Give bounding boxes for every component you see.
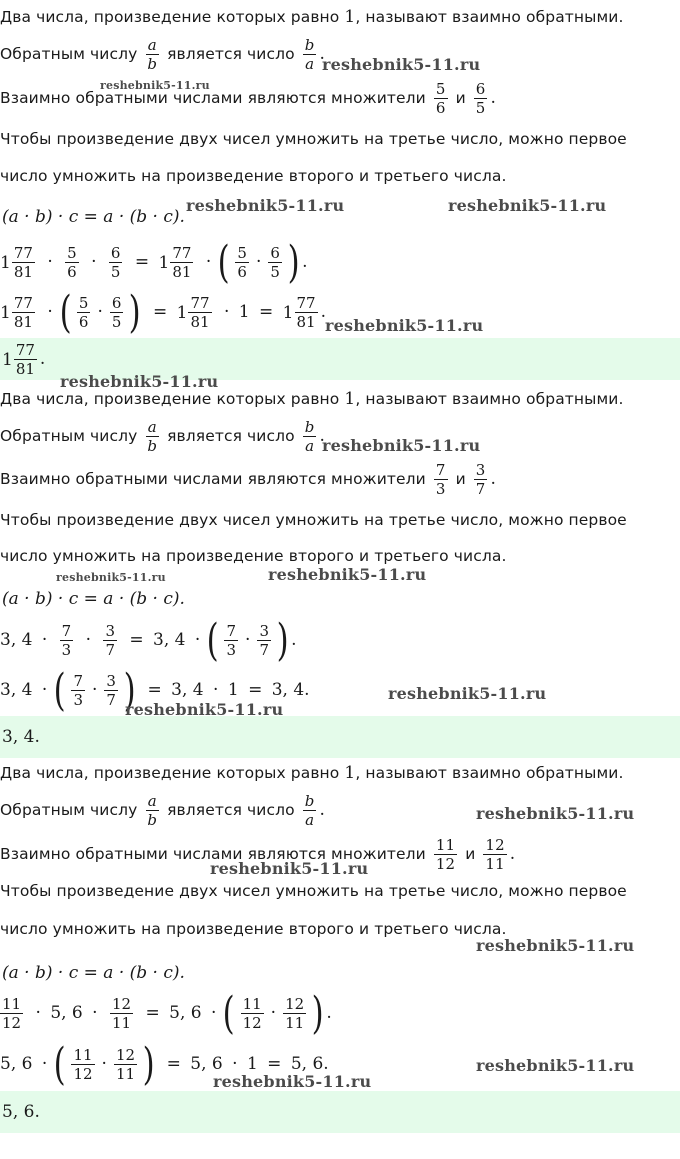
multipliers-label: Взаимно обратными числами являются множители	[0, 89, 426, 107]
denominator: 5	[110, 263, 121, 281]
fraction	[224, 622, 238, 659]
denominator: 81	[13, 313, 33, 331]
equals-sign: =	[259, 302, 274, 322]
fraction	[14, 341, 37, 378]
answer-box-3	[0, 1091, 680, 1133]
pair-fraction-2	[474, 461, 488, 498]
reciprocal-line	[0, 792, 325, 829]
period: .	[326, 1003, 332, 1023]
equals-sign: =	[129, 630, 144, 650]
denominator: 7	[475, 480, 486, 498]
denominator: a	[305, 437, 315, 455]
value: 3, 4	[171, 680, 204, 700]
equals-sign: =	[134, 252, 150, 272]
definition-line	[0, 389, 624, 409]
numerator: 6	[475, 80, 486, 98]
numerator: b	[304, 36, 315, 54]
denominator: 3	[61, 641, 72, 659]
equals-sign: =	[152, 302, 168, 322]
dot-operator: ·	[41, 1054, 48, 1074]
watermark: reshebnik5-11.ru	[100, 79, 210, 92]
one-value: 1	[238, 302, 250, 322]
denominator: 5	[270, 263, 280, 281]
numerator: 5	[67, 244, 77, 262]
pair-fraction-1	[434, 461, 448, 498]
fraction-b-over-a	[303, 418, 317, 455]
dot-operator: ·	[101, 1054, 107, 1074]
watermark: reshebnik5-11.ru	[60, 372, 219, 391]
period: .	[490, 469, 496, 489]
fraction	[268, 244, 282, 281]
definition-text-end: , называют взаимно обратными.	[355, 390, 624, 408]
equation-line-1	[0, 987, 332, 1039]
multipliers-label: Взаимно обратными числами являются множители	[0, 470, 426, 488]
dot-operator: ·	[211, 1003, 217, 1023]
denominator: a	[305, 55, 315, 73]
numerator: 6	[111, 294, 122, 312]
watermark: reshebnik5-11.ru	[210, 859, 369, 878]
left-paren: (	[53, 664, 66, 716]
mixed-number	[0, 291, 38, 335]
denominator: 12	[435, 855, 456, 873]
fraction	[71, 672, 85, 709]
equation-line-1	[0, 614, 297, 666]
and-word: и	[465, 845, 476, 863]
denominator: 5	[475, 99, 486, 117]
denominator: 81	[296, 313, 316, 331]
equals-sign: =	[166, 1054, 181, 1074]
fraction-a-over-b	[145, 792, 159, 829]
left-paren: (	[222, 987, 236, 1039]
fraction-a-over-b	[145, 36, 159, 73]
denominator: 11	[111, 1014, 132, 1032]
one-value: 1	[227, 680, 239, 700]
fraction	[65, 244, 79, 281]
rule-text-line2: число умножить на произведение второго и третьего числа.	[0, 167, 507, 185]
result-value: 5, 6.	[290, 1054, 329, 1074]
fraction-b-over-a	[303, 792, 317, 829]
fraction	[71, 1046, 94, 1083]
numerator: 77	[190, 294, 210, 312]
reciprocal-label: Обратным числу	[0, 801, 138, 819]
pair-fraction-2	[483, 836, 506, 873]
denominator: 7	[106, 691, 116, 709]
value: 3, 4	[0, 680, 33, 700]
left-paren: (	[206, 614, 219, 666]
dot-operator: ·	[205, 252, 212, 272]
reciprocal-mid-label: является число	[167, 427, 295, 445]
period: .	[291, 630, 297, 650]
watermark: reshebnik5-11.ru	[213, 1072, 372, 1091]
numerator: 5	[237, 244, 247, 262]
denominator: 11	[285, 1014, 305, 1032]
reciprocal-line	[0, 36, 325, 73]
rule-text-line1: Чтобы произведение двух чисел умножить на третье число, можно первое	[0, 882, 627, 900]
denominator: 6	[78, 313, 89, 331]
watermark: reshebnik5-11.ru	[448, 196, 607, 215]
dot-operator: ·	[194, 630, 201, 650]
dot-operator: ·	[41, 630, 48, 650]
definition-line	[0, 763, 624, 783]
period: .	[509, 844, 516, 864]
fraction	[103, 622, 117, 659]
mixed-number	[2, 339, 40, 381]
watermark: reshebnik5-11.ru	[388, 684, 547, 703]
fraction	[109, 244, 123, 281]
value: 3, 4	[0, 630, 33, 650]
numerator: a	[147, 418, 157, 436]
right-paren: )	[287, 236, 300, 288]
numerator: 6	[110, 244, 121, 262]
denominator: 5	[111, 313, 122, 331]
denominator: 3	[435, 480, 446, 498]
watermark: reshebnik5-11.ru	[56, 571, 166, 584]
denominator: 6	[435, 99, 446, 117]
denominator: 12	[242, 1014, 262, 1032]
period: .	[39, 349, 46, 369]
denominator: 6	[237, 263, 247, 281]
denominator: 11	[115, 1065, 136, 1083]
denominator: 3	[226, 641, 237, 659]
fraction	[60, 622, 74, 659]
numerator: b	[304, 418, 315, 436]
numerator: 77	[15, 341, 35, 359]
dot-operator: ·	[245, 630, 251, 650]
fraction	[12, 244, 35, 281]
numerator: 7	[435, 461, 446, 479]
denominator: 81	[13, 263, 33, 281]
left-paren: (	[53, 1038, 66, 1090]
numerator: 12	[115, 1046, 136, 1064]
definition-text-end: , называют взаимно обратными.	[355, 764, 624, 782]
mixed-number	[283, 291, 321, 335]
reciprocal-label: Обратным числу	[0, 427, 138, 445]
dot-operator: ·	[91, 680, 98, 700]
fraction	[241, 995, 264, 1032]
fraction	[235, 244, 249, 281]
reciprocal-mid-label: является число	[167, 801, 295, 819]
numerator: 3	[259, 622, 269, 640]
dot-operator: ·	[41, 680, 48, 700]
denominator: b	[147, 811, 158, 829]
left-paren: (	[217, 236, 230, 288]
fraction	[295, 294, 318, 331]
value: 5, 6	[50, 1003, 83, 1023]
definition-number: 1	[344, 389, 356, 409]
numerator: 7	[73, 672, 83, 690]
definition-number: 1	[344, 763, 356, 783]
equation-line-1	[0, 236, 308, 288]
fraction	[110, 995, 133, 1032]
denominator: 12	[2, 1014, 22, 1032]
rule-text-line1: Чтобы произведение двух чисел умножить на третье число, можно первое	[0, 511, 627, 529]
numerator: 12	[285, 995, 305, 1013]
mixed-number	[159, 241, 197, 285]
equation-line-2	[0, 286, 326, 338]
watermark: reshebnik5-11.ru	[476, 1056, 635, 1075]
period: .	[490, 88, 496, 108]
equals-sign: =	[248, 680, 263, 700]
definition-text: Два числа, произведение которых равно	[0, 764, 345, 782]
multipliers-label: Взаимно обратными числами являются множители	[0, 845, 426, 863]
period: .	[319, 426, 325, 446]
associative-law: (a · b) · c = a · (b · c).	[2, 207, 185, 227]
definition-text: Два числа, произведение которых равно	[0, 8, 345, 26]
watermark: reshebnik5-11.ru	[268, 565, 427, 584]
fraction	[110, 294, 124, 331]
associative-law: (a · b) · c = a · (b · c).	[2, 589, 185, 609]
left-paren: (	[59, 286, 72, 338]
definition-line	[0, 7, 624, 27]
dot-operator: ·	[232, 1054, 238, 1074]
fraction-a-over-b	[145, 418, 159, 455]
pair-fraction-1	[434, 836, 457, 873]
watermark: reshebnik5-11.ru	[325, 316, 484, 335]
whole-part: 1	[158, 252, 170, 273]
denominator: 3	[73, 691, 83, 709]
denominator: 81	[15, 360, 35, 378]
numerator: 11	[73, 1046, 93, 1064]
whole-part: 1	[282, 302, 294, 323]
right-paren: )	[276, 614, 289, 666]
answer-3: 5, 6.	[2, 1102, 40, 1122]
numerator: 12	[111, 995, 132, 1013]
rule-text-line1: Чтобы произведение двух чисел умножить на третье число, можно первое	[0, 130, 627, 148]
rule-text-line2: число умножить на произведение второго и третьего числа.	[0, 547, 507, 565]
pair-fraction-1	[434, 80, 448, 117]
answer-1	[2, 338, 45, 380]
dot-operator: ·	[270, 1003, 277, 1023]
right-paren: )	[311, 987, 324, 1039]
watermark: reshebnik5-11.ru	[125, 700, 284, 719]
period: .	[319, 44, 325, 64]
equals-sign: =	[145, 1003, 160, 1023]
one-value: 1	[246, 1054, 258, 1074]
definition-text-end: , называют взаимно обратными.	[355, 8, 624, 26]
reciprocal-mid-label: является число	[167, 45, 295, 63]
answer-2: 3, 4.	[2, 727, 40, 747]
reciprocal-label: Обратным числу	[0, 45, 138, 63]
numerator: 5	[78, 294, 89, 312]
fraction	[257, 622, 271, 659]
right-paren: )	[123, 664, 136, 716]
associative-law: (a · b) · c = a · (b · c).	[2, 963, 185, 983]
numerator: b	[304, 792, 315, 810]
watermark: reshebnik5-11.ru	[322, 436, 481, 455]
numerator: a	[147, 36, 157, 54]
and-word: и	[455, 470, 466, 488]
denominator: 81	[190, 313, 210, 331]
denominator: 7	[259, 641, 269, 659]
numerator: 6	[270, 244, 280, 262]
fraction-b-over-a	[303, 36, 317, 73]
numerator: 5	[435, 80, 446, 98]
dot-operator: ·	[91, 252, 97, 272]
fraction	[170, 244, 193, 281]
dot-operator: ·	[213, 680, 219, 700]
fraction	[77, 294, 91, 331]
fraction	[0, 995, 23, 1032]
numerator: 77	[296, 294, 316, 312]
numerator: a	[147, 792, 157, 810]
and-word: и	[455, 89, 466, 107]
numerator: 77	[172, 244, 192, 262]
value: 3, 4	[153, 630, 186, 650]
multipliers-line	[0, 461, 496, 498]
denominator: 11	[485, 855, 505, 873]
denominator: b	[147, 437, 158, 455]
dot-operator: ·	[255, 252, 262, 272]
numerator: 3	[105, 622, 115, 640]
period: .	[319, 800, 325, 820]
numerator: 7	[226, 622, 237, 640]
watermark: reshebnik5-11.ru	[186, 196, 345, 215]
watermark: reshebnik5-11.ru	[476, 936, 635, 955]
result-value: 3, 4.	[271, 680, 310, 700]
dot-operator: ·	[47, 252, 53, 272]
dot-operator: ·	[35, 1003, 41, 1023]
reciprocal-line	[0, 418, 325, 455]
dot-operator: ·	[92, 1003, 98, 1023]
mixed-number	[0, 241, 38, 285]
dot-operator: ·	[97, 302, 103, 322]
fraction	[283, 995, 306, 1032]
whole-part: 1	[0, 252, 11, 273]
denominator: 12	[73, 1065, 93, 1083]
denominator: 81	[172, 263, 192, 281]
dot-operator: ·	[85, 630, 92, 650]
denominator: 6	[67, 263, 77, 281]
right-paren: )	[142, 1038, 155, 1090]
fraction	[12, 294, 35, 331]
period: .	[320, 302, 326, 322]
dot-operator: ·	[47, 302, 53, 322]
watermark: reshebnik5-11.ru	[476, 804, 635, 823]
numerator: 3	[106, 672, 116, 690]
whole-part: 1	[2, 349, 13, 370]
numerator: 12	[485, 836, 505, 854]
denominator: a	[305, 811, 315, 829]
dot-operator: ·	[223, 302, 230, 322]
denominator: 7	[105, 641, 115, 659]
numerator: 3	[475, 461, 486, 479]
definition-text: Два числа, произведение которых равно	[0, 390, 345, 408]
fraction	[188, 294, 211, 331]
right-paren: )	[128, 286, 142, 338]
equals-sign: =	[147, 680, 162, 700]
whole-part: 1	[0, 302, 11, 323]
numerator: 11	[435, 836, 456, 854]
fraction	[114, 1046, 137, 1083]
watermark: reshebnik5-11.ru	[322, 55, 481, 74]
numerator: 11	[2, 995, 22, 1013]
numerator: 11	[242, 995, 262, 1013]
value: 5, 6	[0, 1054, 33, 1074]
fraction	[104, 672, 118, 709]
mixed-number	[177, 291, 215, 335]
period: .	[302, 252, 308, 272]
whole-part: 1	[176, 302, 188, 323]
value: 5, 6	[169, 1003, 202, 1023]
equals-sign: =	[267, 1054, 282, 1074]
answer-box-2	[0, 716, 680, 758]
multipliers-line	[0, 80, 496, 117]
rule-text-line2: число умножить на произведение второго и третьего числа.	[0, 920, 507, 938]
numerator: 7	[61, 622, 72, 640]
value: 5, 6	[190, 1054, 223, 1074]
denominator: b	[147, 55, 158, 73]
definition-number: 1	[344, 7, 356, 27]
pair-fraction-2	[474, 80, 488, 117]
numerator: 77	[13, 294, 33, 312]
numerator: 77	[13, 244, 33, 262]
